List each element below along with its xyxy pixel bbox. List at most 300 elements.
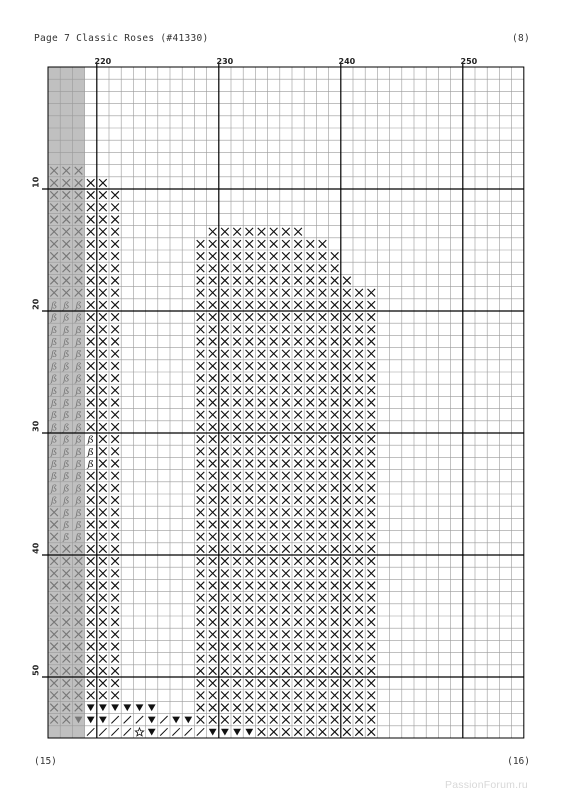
cross-stitch-mark (307, 704, 315, 712)
cross-stitch-mark (368, 460, 376, 468)
cross-stitch-mark (258, 594, 266, 602)
cross-stitch-mark (282, 545, 290, 553)
cross-stitch-mark (99, 216, 107, 224)
cross-stitch-mark (99, 362, 107, 370)
leaf-stitch-mark: ß (63, 410, 70, 422)
cross-stitch-mark (246, 533, 254, 541)
cross-stitch-mark (307, 509, 315, 517)
cross-stitch-mark (111, 631, 119, 639)
cross-stitch-mark (209, 545, 217, 553)
cross-stitch-mark (233, 252, 241, 260)
leaf-stitch-mark: ß (50, 361, 58, 373)
cross-stitch-mark (246, 387, 254, 395)
cross-stitch-mark (233, 594, 241, 602)
cross-stitch-mark (270, 643, 278, 651)
cross-stitch-mark (270, 631, 278, 639)
cross-stitch-mark (270, 252, 278, 260)
cross-stitch-mark (258, 472, 266, 480)
cross-stitch-mark (197, 631, 205, 639)
cross-stitch-mark (87, 204, 95, 212)
cross-stitch-mark (246, 716, 254, 724)
cross-stitch-mark (343, 679, 351, 687)
cross-stitch-mark (319, 387, 327, 395)
cross-stitch-mark (258, 240, 266, 248)
cross-stitch-mark (294, 277, 302, 285)
cross-stitch-mark (294, 472, 302, 480)
cross-stitch-mark (270, 582, 278, 590)
cross-stitch-mark (368, 594, 376, 602)
cross-stitch-mark (258, 521, 266, 529)
cross-stitch-mark (258, 557, 266, 565)
cross-stitch-mark (246, 509, 254, 517)
cross-stitch-mark (258, 374, 266, 382)
leaf-stitch-mark: ß (75, 373, 82, 385)
cross-stitch-mark (270, 240, 278, 248)
cross-stitch-mark (111, 435, 119, 443)
cross-stitch-mark (233, 228, 241, 236)
leaf-stitch-mark: ß (50, 349, 58, 361)
cross-stitch-mark (197, 704, 205, 712)
cross-stitch-mark (209, 667, 217, 675)
cross-stitch-mark (307, 252, 315, 260)
cross-stitch-mark (331, 277, 339, 285)
cross-stitch-mark (233, 265, 241, 273)
cross-stitch-mark (294, 350, 302, 358)
cross-stitch-mark (87, 277, 95, 285)
cross-stitch-mark (87, 387, 95, 395)
cross-stitch-mark (319, 448, 327, 456)
leaf-stitch-mark: ß (50, 471, 58, 483)
page-footer-left: (15) (34, 756, 57, 767)
cross-stitch-mark (331, 289, 339, 297)
cross-stitch-mark (111, 289, 119, 297)
cross-stitch-mark (246, 313, 254, 321)
cross-stitch-mark (319, 606, 327, 614)
cross-stitch-mark (258, 448, 266, 456)
leaf-stitch-mark: ß (75, 483, 82, 495)
leaf-stitch-mark: ß (63, 361, 70, 373)
cross-stitch-mark (270, 350, 278, 358)
cross-stitch-mark (294, 606, 302, 614)
cross-stitch-mark (331, 545, 339, 553)
slash-stitch-mark (185, 728, 192, 735)
cross-stitch-mark (331, 728, 339, 736)
triangle-stitch-mark (148, 704, 156, 711)
cross-stitch-mark (355, 692, 363, 700)
cross-stitch-mark (282, 643, 290, 651)
cross-stitch-mark (221, 692, 229, 700)
cross-stitch-mark (111, 667, 119, 675)
cross-stitch-mark (87, 289, 95, 297)
cross-stitch-mark (331, 265, 339, 273)
cross-stitch-mark (270, 679, 278, 687)
cross-stitch-mark (307, 679, 315, 687)
cross-stitch-mark (111, 240, 119, 248)
cross-stitch-mark (307, 265, 315, 273)
leaf-stitch-mark: ß (75, 532, 82, 544)
cross-stitch-mark (294, 435, 302, 443)
cross-stitch-mark (111, 350, 119, 358)
cross-stitch-mark (221, 521, 229, 529)
cross-stitch-mark (197, 460, 205, 468)
cross-stitch-mark (270, 374, 278, 382)
cross-stitch-mark (294, 704, 302, 712)
cross-stitch-mark (343, 716, 351, 724)
cross-stitch-mark (343, 643, 351, 651)
cross-stitch-mark (99, 338, 107, 346)
cross-stitch-mark (282, 667, 290, 675)
page-header-title: Page 7 Classic Roses (#41330) (34, 33, 209, 44)
leaf-stitch-mark: ß (63, 434, 70, 446)
cross-stitch-mark (307, 472, 315, 480)
cross-stitch-mark (294, 667, 302, 675)
cross-stitch-mark (99, 204, 107, 212)
triangle-stitch-mark (87, 704, 95, 711)
leaf-stitch-mark: ß (75, 459, 82, 470)
cross-stitch-mark (294, 643, 302, 651)
cross-stitch-mark (209, 301, 217, 309)
cross-stitch-mark (209, 423, 217, 431)
cross-stitch-mark (99, 350, 107, 358)
cross-stitch-mark (221, 496, 229, 504)
cross-stitch-mark (246, 435, 254, 443)
cross-stitch-mark (319, 277, 327, 285)
cross-stitch-mark (355, 374, 363, 382)
cross-stitch-mark (87, 252, 95, 260)
slash-stitch-mark (99, 728, 106, 735)
cross-stitch-mark (270, 435, 278, 443)
cross-stitch-mark (246, 557, 254, 565)
cross-stitch-mark (319, 521, 327, 529)
cross-stitch-mark (319, 728, 327, 736)
leaf-stitch-mark: ß (63, 520, 70, 531)
slash-stitch-mark (124, 728, 131, 735)
cross-stitch-mark (87, 618, 95, 626)
cross-stitch-mark (355, 362, 363, 370)
cross-stitch-mark (319, 643, 327, 651)
cross-stitch-mark (87, 374, 95, 382)
cross-stitch-mark (111, 679, 119, 687)
leaf-stitch-mark: ß (50, 300, 58, 312)
cross-stitch-mark (307, 399, 315, 407)
cross-stitch-mark (319, 533, 327, 541)
cross-stitch-mark (221, 655, 229, 663)
cross-stitch-mark (343, 338, 351, 346)
cross-stitch-mark (282, 374, 290, 382)
cross-stitch-mark (111, 594, 119, 602)
cross-stitch-mark (343, 606, 351, 614)
cross-stitch-mark (99, 631, 107, 639)
cross-stitch-mark (270, 570, 278, 578)
cross-stitch-mark (319, 594, 327, 602)
leaf-stitch-mark: ß (50, 495, 58, 507)
cross-stitch-mark (246, 362, 254, 370)
cross-stitch-mark (99, 228, 107, 236)
cross-stitch-mark (343, 594, 351, 602)
cross-stitch-mark (258, 582, 266, 590)
cross-stitch-mark (355, 460, 363, 468)
cross-stitch-mark (294, 228, 302, 236)
triangle-stitch-mark (245, 729, 253, 736)
cross-stitch-mark (307, 557, 315, 565)
cross-stitch-mark (99, 667, 107, 675)
leaf-stitch-mark: ß (63, 483, 70, 495)
cross-stitch-mark (307, 460, 315, 468)
cross-stitch-mark (111, 411, 119, 419)
cross-stitch-mark (246, 326, 254, 334)
cross-stitch-mark (355, 496, 363, 504)
cross-stitch-mark (282, 704, 290, 712)
cross-stitch-mark (99, 179, 107, 187)
cross-stitch-mark (319, 618, 327, 626)
leaf-stitch-mark: ß (63, 495, 70, 507)
cross-stitch-mark (319, 716, 327, 724)
cross-stitch-mark (258, 362, 266, 370)
cross-stitch-mark (331, 374, 339, 382)
leaf-stitch-mark: ß (50, 337, 58, 348)
cross-stitch-mark (270, 265, 278, 273)
cross-stitch-mark (355, 728, 363, 736)
cross-stitch-mark (221, 374, 229, 382)
cross-stitch-mark (111, 216, 119, 224)
cross-stitch-mark (343, 667, 351, 675)
cross-stitch-mark (87, 484, 95, 492)
cross-stitch-mark (270, 411, 278, 419)
cross-stitch-mark (246, 594, 254, 602)
cross-stitch-mark (307, 387, 315, 395)
cross-stitch-mark (319, 667, 327, 675)
cross-stitch-mark (282, 692, 290, 700)
cross-stitch-mark (368, 301, 376, 309)
cross-stitch-mark (246, 692, 254, 700)
leaf-stitch-mark: ß (63, 385, 70, 397)
triangle-stitch-mark (148, 729, 156, 736)
cross-stitch-mark (368, 643, 376, 651)
cross-stitch-mark (294, 679, 302, 687)
cross-stitch-mark (282, 533, 290, 541)
cross-stitch-mark (282, 313, 290, 321)
cross-stitch-mark (331, 387, 339, 395)
cross-stitch-mark (197, 362, 205, 370)
cross-stitch-mark (343, 618, 351, 626)
cross-stitch-mark (197, 289, 205, 297)
cross-stitch-mark (197, 716, 205, 724)
cross-stitch-mark (270, 448, 278, 456)
cross-stitch-mark (270, 387, 278, 395)
triangle-stitch-mark (99, 717, 107, 724)
cross-stitch-mark (87, 496, 95, 504)
cross-stitch-mark (294, 594, 302, 602)
triangle-stitch-mark (123, 704, 131, 711)
cross-stitch-mark (331, 655, 339, 663)
cross-stitch-mark (343, 570, 351, 578)
cross-stitch-mark (99, 277, 107, 285)
cross-stitch-mark (343, 484, 351, 492)
cross-stitch-mark (319, 509, 327, 517)
leaf-stitch-mark: ß (50, 373, 58, 385)
cross-stitch-mark (111, 496, 119, 504)
cross-stitch-mark (343, 362, 351, 370)
cross-stitch-mark (355, 716, 363, 724)
cross-stitch-mark (331, 423, 339, 431)
leaf-stitch-mark: ß (75, 337, 82, 348)
cross-stitch-mark (368, 655, 376, 663)
cross-stitch-mark (233, 350, 241, 358)
cross-stitch-mark (294, 557, 302, 565)
cross-stitch-mark (197, 387, 205, 395)
cross-stitch-mark (294, 448, 302, 456)
cross-stitch-mark (270, 594, 278, 602)
cross-stitch-mark (221, 460, 229, 468)
leaf-stitch-mark: ß (75, 410, 82, 422)
cross-stitch-mark (307, 289, 315, 297)
cross-stitch-mark (197, 326, 205, 334)
cross-stitch-mark (294, 545, 302, 553)
cross-stitch-mark (246, 570, 254, 578)
cross-stitch-mark (221, 399, 229, 407)
cross-stitch-mark (343, 350, 351, 358)
cross-stitch-mark (331, 704, 339, 712)
cross-stitch-mark (209, 387, 217, 395)
cross-stitch-mark (294, 338, 302, 346)
cross-stitch-mark (282, 631, 290, 639)
leaf-stitch-mark: ß (50, 446, 58, 458)
row-number-label: 20 (31, 298, 41, 310)
cross-stitch-mark (221, 301, 229, 309)
cross-stitch-mark (368, 435, 376, 443)
cross-stitch-mark (233, 606, 241, 614)
cross-stitch-mark (270, 692, 278, 700)
cross-stitch-mark (233, 277, 241, 285)
leaf-stitch-mark: ß (87, 446, 94, 458)
page-footer-right: (16) (507, 756, 530, 767)
cross-stitch-mark (221, 265, 229, 273)
cross-stitch-mark (319, 692, 327, 700)
cross-stitch-mark (233, 411, 241, 419)
cross-stitch-mark (258, 716, 266, 724)
cross-stitch-mark (111, 313, 119, 321)
cross-stitch-mark (331, 692, 339, 700)
cross-stitch-mark (368, 521, 376, 529)
cross-stitch-mark (368, 326, 376, 334)
cross-stitch-mark (197, 411, 205, 419)
cross-stitch-mark (319, 350, 327, 358)
cross-stitch-mark (343, 326, 351, 334)
cross-stitch-mark (368, 692, 376, 700)
cross-stitch-mark (209, 411, 217, 419)
cross-stitch-mark (87, 606, 95, 614)
cross-stitch-mark (221, 313, 229, 321)
cross-stitch-mark (99, 252, 107, 260)
cross-stitch-mark (368, 716, 376, 724)
cross-stitch-mark (233, 313, 241, 321)
cross-stitch-mark (368, 533, 376, 541)
cross-stitch-mark (246, 289, 254, 297)
cross-stitch-mark (294, 582, 302, 590)
cross-stitch-mark (331, 716, 339, 724)
cross-stitch-mark (270, 618, 278, 626)
cross-stitch-mark (343, 521, 351, 529)
row-number-label: 50 (31, 664, 41, 676)
cross-stitch-mark (258, 496, 266, 504)
cross-stitch-mark (258, 399, 266, 407)
cross-stitch-mark (258, 643, 266, 651)
cross-stitch-mark (99, 448, 107, 456)
cross-stitch-mark (246, 338, 254, 346)
cross-stitch-mark (282, 679, 290, 687)
cross-stitch-mark (99, 472, 107, 480)
cross-stitch-mark (209, 399, 217, 407)
cross-stitch-mark (87, 643, 95, 651)
cross-stitch-mark (246, 667, 254, 675)
cross-stitch-mark (294, 289, 302, 297)
cross-stitch-mark (294, 460, 302, 468)
cross-stitch-mark (368, 606, 376, 614)
cross-stitch-mark (99, 545, 107, 553)
cross-stitch-mark (368, 618, 376, 626)
cross-stitch-mark (331, 326, 339, 334)
cross-stitch-mark (246, 618, 254, 626)
cross-stitch-mark (331, 399, 339, 407)
cross-stitch-mark (319, 496, 327, 504)
cross-stitch-mark (307, 350, 315, 358)
cross-stitch-mark (258, 655, 266, 663)
cross-stitch-mark (233, 557, 241, 565)
cross-stitch-mark (331, 533, 339, 541)
cross-stitch-mark (87, 350, 95, 358)
cross-stitch-mark (319, 362, 327, 370)
cross-stitch-mark (258, 338, 266, 346)
cross-stitch-mark (197, 655, 205, 663)
cross-stitch-mark (282, 606, 290, 614)
cross-stitch-mark (221, 533, 229, 541)
cross-stitch-mark (270, 338, 278, 346)
cross-stitch-mark (258, 423, 266, 431)
cross-stitch-mark (197, 667, 205, 675)
cross-stitch-mark (87, 326, 95, 334)
cross-stitch-mark (197, 594, 205, 602)
cross-stitch-mark (258, 606, 266, 614)
cross-stitch-mark (355, 570, 363, 578)
cross-stitch-mark (319, 399, 327, 407)
cross-stitch-mark (343, 460, 351, 468)
cross-stitch-mark (282, 387, 290, 395)
leaf-stitch-mark: ß (63, 459, 70, 470)
cross-stitch-mark (307, 728, 315, 736)
cross-stitch-mark (111, 570, 119, 578)
leaf-stitch-mark: ß (75, 349, 82, 361)
leaf-stitch-mark: ß (75, 312, 82, 324)
cross-stitch-mark (209, 435, 217, 443)
cross-stitch-mark (270, 301, 278, 309)
cross-stitch-mark (368, 557, 376, 565)
cross-stitch-mark (270, 545, 278, 553)
cross-stitch-mark (307, 606, 315, 614)
cross-stitch-mark (319, 472, 327, 480)
cross-stitch-mark (331, 435, 339, 443)
cross-stitch-mark (319, 423, 327, 431)
cross-stitch-mark (197, 679, 205, 687)
cross-stitch-mark (331, 570, 339, 578)
cross-stitch-mark (258, 704, 266, 712)
cross-stitch-mark (319, 240, 327, 248)
cross-stitch-mark (319, 313, 327, 321)
cross-stitch-mark (258, 435, 266, 443)
triangle-stitch-mark (209, 729, 217, 736)
cross-stitch-mark (368, 545, 376, 553)
cross-stitch-mark (197, 643, 205, 651)
cross-stitch-mark (246, 606, 254, 614)
